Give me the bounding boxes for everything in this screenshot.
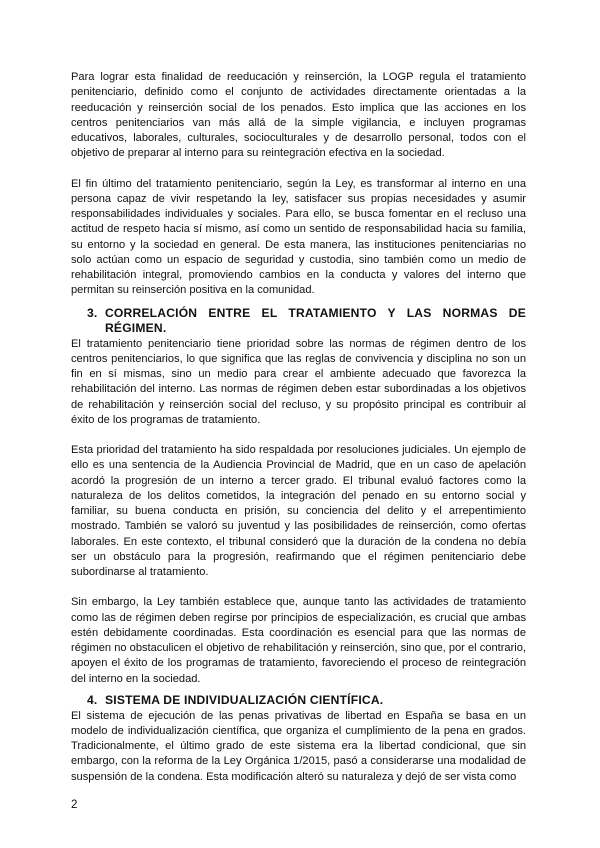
body-paragraph: El sistema de ejecución de las penas privativas de libertad en España se basa en un modelo de individualización científica, que organiza el cumplimiento de la pena en grados. Tradicionalmente, el último grado de este sistema era la libertad condicional, que sin embargo, con la reforma de la Ley Orgánica 1/2015, pasó a considerarse una modalidad de suspensión de la condena. Esta modificación alteró su naturaleza y dejó de ser vista como [71,709,526,783]
body-paragraph: Para lograr esta finalidad de reeducación y reinserción, la LOGP regula el tratamiento penitenciario, definido como el conjunto de actividades directamente orientadas a la reeducación y reinserción social de los penados. Esto implica que las acciones en los centros penitenciarios van más allá de la simple vigilancia, e incluyen programas educativos, laborales, culturales, socioculturales y de desarrollo personal, todos con el objetivo de preparar al interno para su reintegración efectiva en la sociedad. [71,71,526,160]
section-heading-4 [71,693,526,709]
body-paragraph: Sin embargo, la Ley también establece que, aunque tanto las actividades de tratamiento como las de régimen deben regirse por principios de especialización, es crucial que ambas estén debidamente coordinadas. Esta coordinación es esencial para que las normas de régimen no obstaculicen el objetivo de rehabilitación y reinserción, sino que, por el contrario, apoyen el éxito de los programas de tratamiento, favoreciendo el proceso de reintegración del interno en la sociedad. [71,596,526,685]
section-title: SISTEMA DE INDIVIDUALIZACIÓN CIENTÍFICA. [105,692,384,707]
section-title: CORRELACIÓN ENTRE EL TRATAMIENTO Y LAS NORMAS DE RÉGIMEN. [105,305,526,336]
section-heading-3 [71,306,526,337]
body-paragraph: El tratamiento penitenciario tiene prioridad sobre las normas de régimen dentro de los centros penitenciarios, lo que significa que las reglas de convivencia y disciplina no son un fin en sí mismas, sino un medio para crear el ambiente adecuado que favorezca la rehabilitación del interno. Las normas de régimen deben estar subordinadas a los objetivos de rehabilitación y reinserción social del recluso, y su propósito principal es contribuir al éxito de los programas de tratamiento. [71,337,526,426]
body-paragraph: Esta prioridad del tratamiento ha sido respaldada por resoluciones judiciales. Un ejemplo de ello es una sentencia de la Audiencia Provincial de Madrid, que en un caso de apelación acordó la progresión de un interno a tercer grado. El tribunal evaluó factores como la naturaleza de los delitos cometidos, la integración del penado en su entorno social y familiar, su buena conducta en prisión, su conciencia del delito y el arrepentimiento mostrado. También se valoró su juventud y las posibilidades de reinserción, como ofertas laborales. En este contexto, el tribunal consideró que la duración de la condena no debía ser un obstáculo para la progresión, reafirmando que el régimen penitenciario debe subordinarse al tratamiento. [71,444,526,579]
section-number: 4. [87,692,98,707]
document-page [71,70,526,785]
section-number: 3. [87,305,98,320]
page-number: 2 [71,799,78,811]
body-paragraph: El fin último del tratamiento penitenciario, según la Ley, es transformar al interno en una persona capaz de vivir respetando la ley, satisfacer sus propias necesidades y asumir responsabilidades individuales y sociales. Para ello, se busca fomentar en el recluso una actitud de respeto hacia sí mismo, así como un sentido de responsabilidad hacia su familia, su entorno y la sociedad en general. De esta manera, las instituciones penitenciarias no solo actúan como un espacio de seguridad y custodia, sino también como un medio de rehabilitación integral, promoviendo cambios en la conducta y valores del interno que permitan su reinserción positiva en la comunidad. [71,177,526,297]
